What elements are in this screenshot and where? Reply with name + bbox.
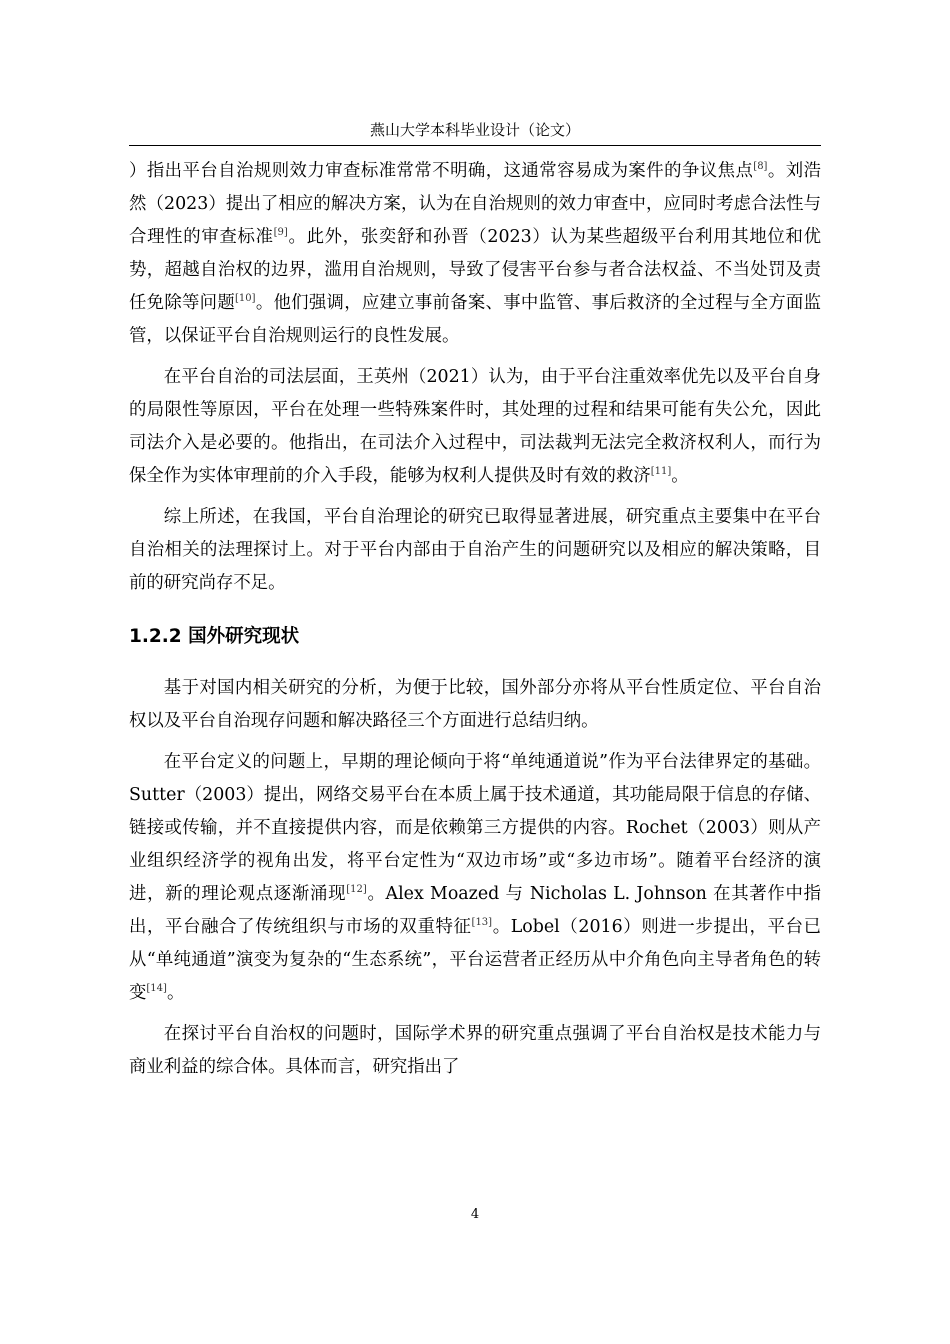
paragraph-5-text-c: 。Lobel（2016）则进一步提出，平台已从“单纯通道”演变为复杂的“生态系统”，平台运营者正经历从中介角色向主导者角色的转变 [129,917,821,1003]
paragraph-1-text-a: ）指出平台自治规则效力审查标准常常不明确，这通常容易成为案件的争议焦点 [129,161,754,181]
citation-12[interactable]: [12] [346,884,367,895]
citation-8[interactable]: [8] [753,161,768,172]
page-number: 4 [470,1207,480,1222]
citation-14[interactable]: [14] [146,983,167,994]
section-heading: 1.2.2 国外研究现状 [129,626,300,647]
page-header: 燕山大学本科毕业设计（论文） [369,121,580,139]
paragraph-6: 在探讨平台自治权的问题时，国际学术界的研究重点强调了平台自治权是技术能力与商业利益的综合体。具体而言，研究指出了 [129,1024,821,1077]
citation-13[interactable]: [13] [471,917,493,928]
paragraph-5-text-a: 在平台定义的问题上，早期的理论倾向于将“单纯通道说”作为平台法律界定的基础。Sutter（2003）提出，网络交易平台在本质上属于技术通道，其功能局限于信息的存储、链接或传输，并不直接提供内容，而是依赖第三方提供的内容。Rochet（2003）则从产业组织经济学的视角出发，将平台定性为“双边市场”或“多边市场”。随着平台经济的演进，新的理论观点逐渐涌现 [129,752,821,904]
paragraph-2 [129,361,821,493]
paragraph-1 [129,155,821,353]
citation-9[interactable]: [9] [273,227,288,238]
paragraph-1-text-d: 。他们强调，应建立事前备案、事中监管、事后救济的全过程与全方面监管，以保证平台自治规则运行的良性发展。 [129,293,821,346]
paragraph-1-text-c: 。此外，张奕舒和孙晋（2023）认为某些超级平台利用其地位和优势，超越自治权的边界，滥用自治规则，导致了侵害平台参与者合法权益、不当处罚及责任免除等问题 [129,227,821,313]
paragraph-2-text-a: 在平台自治的司法层面，王英州（2021）认为，由于平台注重效率优先以及平台自身的局限性等原因，平台在处理一些特殊案件时，其处理的过程和结果可能有失公允，因此司法介入是必要的。他指出，在司法介入过程中，司法裁判无法完全救济权利人，而行为保全作为实体审理前的介入手段，能够为权利人提供及时有效的救济 [129,367,821,486]
header-rule [129,145,821,146]
paragraph-1-text-b: 。刘浩然（2023）提出了相应的解决方案，认为在自治规则的效力审查中，应同时考虑合法性与合理性的审查标准 [129,161,821,247]
citation-10[interactable]: [10] [235,293,256,304]
paragraph-2-text-b: 。 [671,466,689,486]
paragraph-5-text-d: 。 [166,983,185,1003]
paragraph-3: 综上所述，在我国，平台自治理论的研究已取得显著进展，研究重点主要集中在平台自治相关的法理探讨上。对于平台内部由于自治产生的问题研究以及相应的解决策略，目前的研究尚存不足。 [129,507,821,593]
citation-11[interactable]: [11] [650,466,672,477]
paragraph-5-text-b: 。Alex Moazed 与 Nicholas L. Johnson 在其著作中指出，平台融合了传统组织与市场的双重特征 [129,884,821,937]
paragraph-4: 基于对国内相关研究的分析，为便于比较，国外部分亦将从平台性质定位、平台自治权以及平台自治现存问题和解决路径三个方面进行总结归纳。 [129,678,821,731]
page-body [129,155,821,1092]
paragraph-5 [129,746,821,1010]
